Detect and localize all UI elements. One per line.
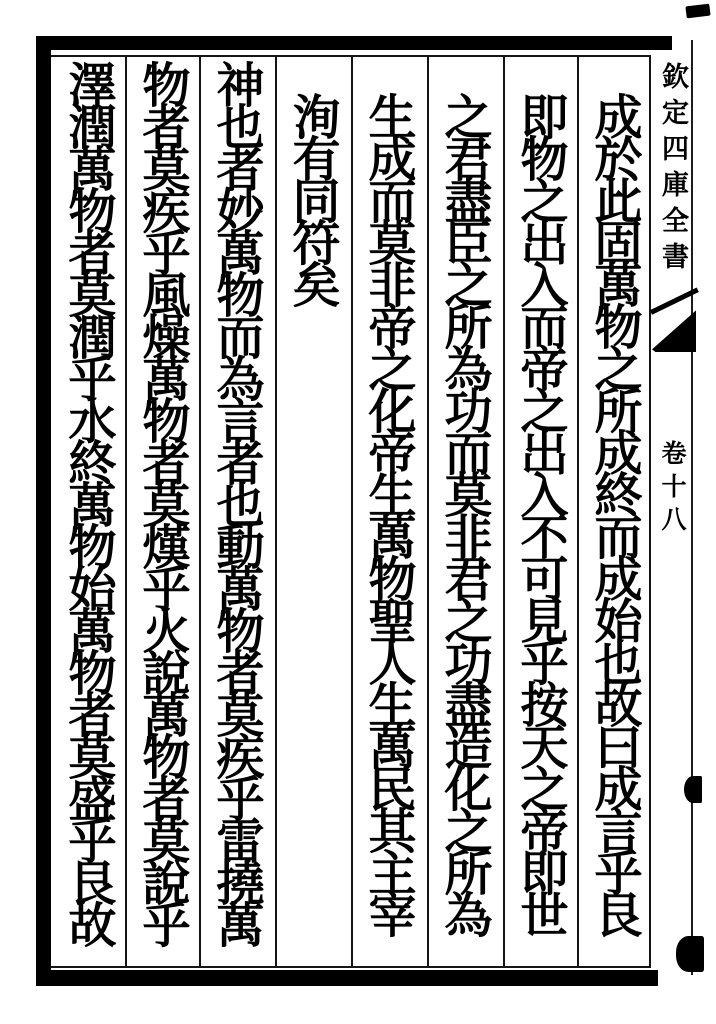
text-column-7: 物者莫疾乎風燥萬物者莫熯乎火說萬物者莫說乎 — [134, 60, 190, 942]
text-column-1: 成於此固萬物之所成終而成始也故曰成言乎艮 — [586, 92, 642, 932]
column-rule — [503, 56, 505, 966]
column-rule — [199, 56, 201, 966]
text-column-3: 之君盡臣之所為功而莫非君之功盡造化之所為 — [436, 92, 492, 932]
column-rule — [427, 56, 429, 966]
text-column-5: 洵有同符矣 — [284, 92, 340, 302]
volume-label: 卷十八 — [658, 440, 687, 539]
scan-artifact-middle-right — [684, 776, 702, 803]
column-rule — [649, 56, 651, 966]
fishtail-icon — [652, 300, 696, 352]
column-rule — [351, 56, 353, 966]
scan-artifact-bottom-right — [676, 936, 704, 972]
text-column-2: 即物之出入而帝之出入不可見乎按天之帝即世 — [512, 92, 568, 932]
column-rule — [125, 56, 127, 966]
column-rule — [577, 56, 579, 966]
text-column-8: 澤潤萬物者莫潤乎水終萬物始萬物者莫盛乎艮故 — [60, 60, 116, 942]
text-column-4: 生成而莫非帝之化帝生萬物聖人生萬民其主宰 — [360, 92, 416, 932]
scan-artifact-top-right — [685, 4, 710, 19]
frame-border-bottom — [36, 970, 658, 986]
text-column-6: 神也者妙萬物而為言者也動萬物者莫疾乎雷撓萬 — [208, 60, 264, 942]
frame-border-left — [36, 36, 51, 986]
column-rule — [275, 56, 277, 966]
book-title: 欽定四庫全書 — [657, 62, 688, 278]
frame-border-top — [36, 36, 672, 50]
